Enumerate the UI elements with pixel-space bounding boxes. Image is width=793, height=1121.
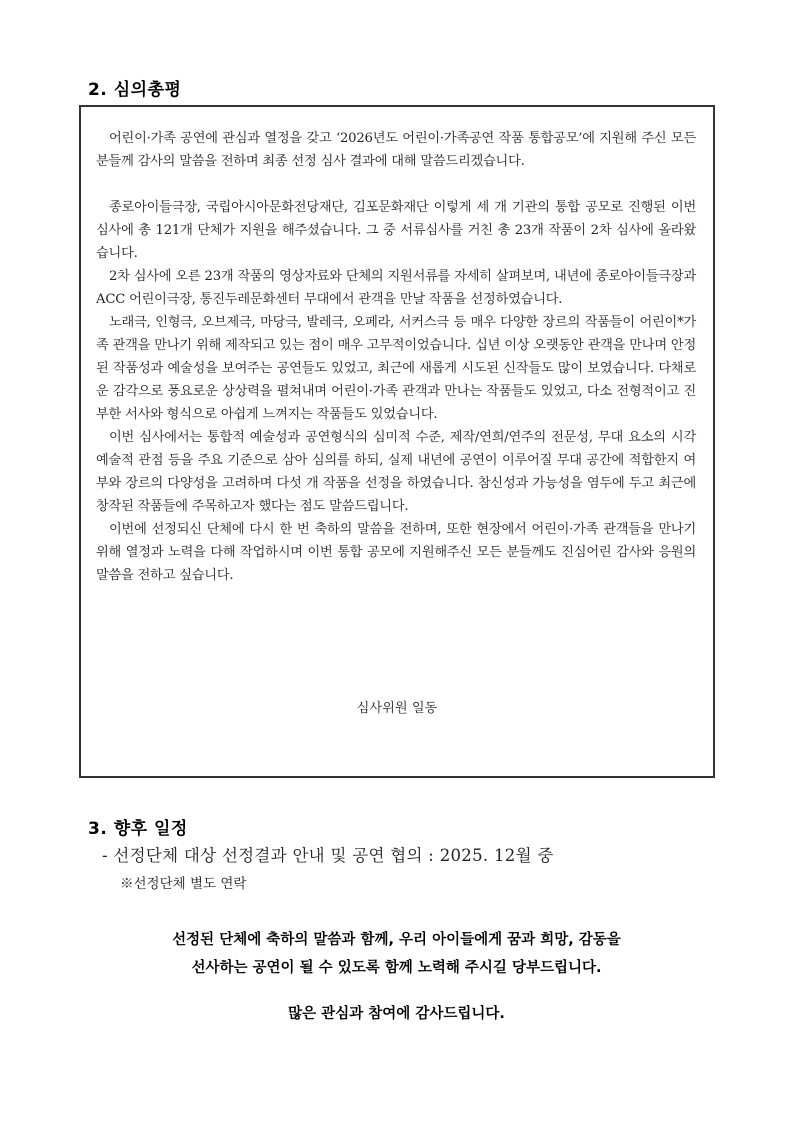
paragraph-gap <box>96 173 696 196</box>
review-summary-text <box>96 127 696 587</box>
review-paragraph-genres: 노래극, 인형극, 오브제극, 마당극, 발레극, 오페라, 서커스극 등 매우 다양한 장르의 작품들이 어린이*가족 관객을 만나기 위해 제작되고 있는 점이 매우 고무적이었습니다. 십년 이상 오랫동안 관객을 만나며 안정된 작품성과 예술성을 보여주는 공연들도 있었고, 최근에 새롭게 시도된 신작들도 많이 보였습니다. 다채로운 감각으로 풍요로운 상상력을 펼쳐내며 어린이·가족 관객과 만나는 작품들도 있었고, 다소 전형적이고 진부한 서사와 형식으로 아쉽게 느껴지는 작품들도 있었습니다. <box>96 315 696 422</box>
closing-line-2: 선사하는 공연이 될 수 있도록 함께 노력해 주시길 당부드립니다. <box>191 960 602 976</box>
review-paragraph-applicants: 종로아이들극장, 국립아시아문화전당재단, 김포문화재단 이렇게 세 개 기관의 통합 공모로 진행된 이번 심사에 총 121개 단체가 지원을 해주셨습니다. 그 중 서류심사를 거친 총 23개 작품이 2차 심사에 올라왔습니다. <box>96 200 696 261</box>
review-paragraph-intro: 어린이·가족 공연에 관심과 열정을 갖고 ‘2026년도 어린이·가족공연 작품 통합공모’에 지원해 주신 모든 분들께 감사의 말씀을 전하며 최종 선정 심사 결과에 대해 말씀드리겠습니다. <box>96 131 696 169</box>
review-paragraph-second-round: 2차 심사에 오른 23개 작품의 영상자료와 단체의 지원서류를 자세히 살펴보며, 내년에 종로아이들극장과 ACC 어린이극장, 통진두레문화센터 무대에서 관객을 만날 작품을 선정하였습니다. <box>96 269 696 307</box>
schedule-item: - 선정단체 대상 선정결과 안내 및 공연 협의 : 2025. 12월 중 <box>102 846 554 865</box>
review-signature: 심사위원 일동 <box>356 701 438 716</box>
section-3-heading: 3. 향후 일정 <box>88 819 188 839</box>
section-2-heading: 2. 심의총평 <box>88 80 182 100</box>
schedule-note: ※선정단체 별도 연락 <box>120 876 247 892</box>
closing-line-1: 선정된 단체에 축하의 말씀과 함께, 우리 아이들에게 꿈과 희망, 감동을 <box>172 932 621 948</box>
review-summary-box <box>79 105 715 778</box>
review-paragraph-criteria: 이번 심사에서는 통합적 예술성과 공연형식의 심미적 수준, 제작/연희/연주의 전문성, 무대 요소의 시각 예술적 관점 등을 주요 기준으로 삼아 심의를 하되, 실제 내년에 공연이 이루어질 무대 공간에 적합한지 여부와 장르의 다양성을 고려하며 다섯 개 작품을 선정을 하였습니다. 참신성과 가능성을 염두에 두고 최근에 창작된 작품들에 주목하고자 했다는 점도 말씀드립니다. <box>96 430 696 514</box>
closing-thanks: 많은 관심과 참여에 감사드립니다. <box>288 1006 505 1022</box>
review-paragraph-thanks: 이번에 선정되신 단체에 다시 한 번 축하의 말씀을 전하며, 또한 현장에서 어린이·가족 관객들을 만나기 위해 열정과 노력을 다해 작업하시며 이번 통합 공모에 지원해주신 모든 분들께도 진심어린 감사와 응원의 말씀을 전하고 싶습니다. <box>96 522 696 583</box>
